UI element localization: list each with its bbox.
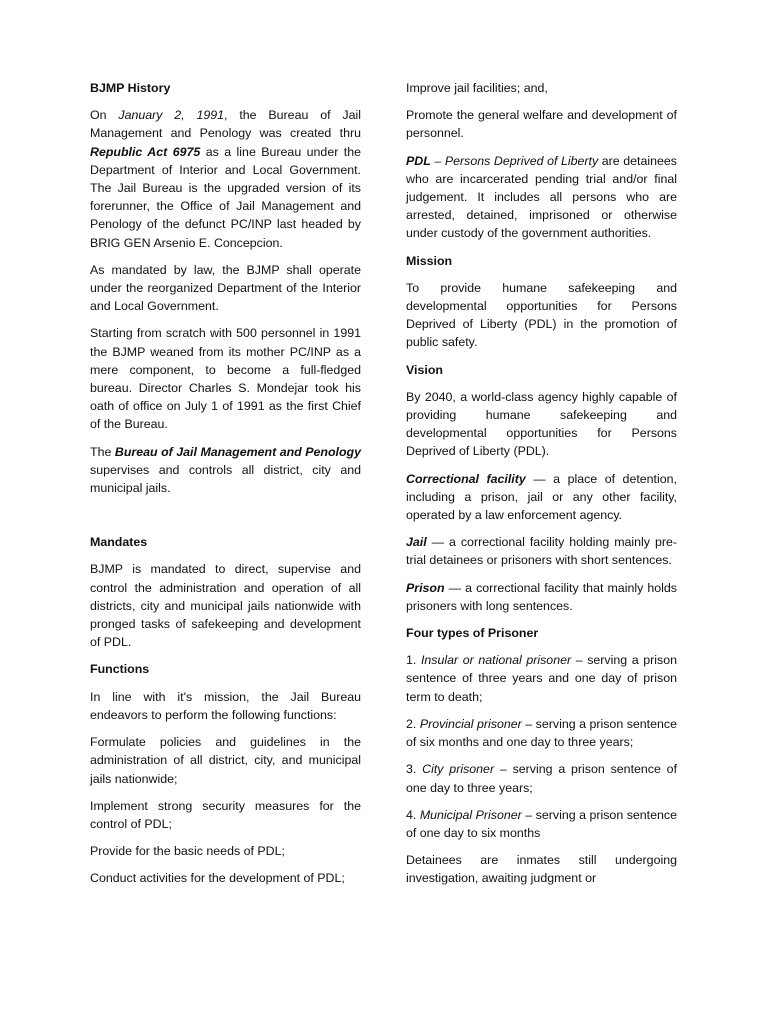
function-item: Provide for the basic needs of PDL; xyxy=(90,844,285,859)
definition-correctional-facility: Correctional facility — a place of detention, including a prison, jail or any other facility, operated by a law enforcement agency. xyxy=(406,471,677,523)
prisoner-type-item: 1. Insular or national prisoner – serving a prison sentence of three years and one day of prison term to death; xyxy=(406,653,677,704)
mission-text: To provide humane safekeeping and developmental opportunities for Persons Deprived of Liberty (PDL) in the promotion of public safety. xyxy=(406,280,677,350)
definition-jail: Jail — a correctional facility holding mainly pre-trial detainees or prisoners with short sentences. xyxy=(406,535,677,568)
prisoner-type-item: 4. Municipal Prisoner – serving a prison sentence of one day to six months xyxy=(406,807,677,840)
mission-heading: Mission xyxy=(406,253,453,268)
right-column xyxy=(406,79,677,888)
function-item: Improve jail facilities; and, xyxy=(406,81,548,95)
left-column xyxy=(90,79,361,897)
pdl-definition: PDL – Persons Deprived of Liberty are detainees who are incarcerated pending trial and/or final judgement. It includes all persons who are arrested, detained, imprisoned or otherwise under custody of the government authorities. xyxy=(406,153,677,241)
detainees-text: Detainees are inmates still undergoing investigation, awaiting judgment or xyxy=(406,853,677,886)
function-item: Promote the general welfare and development of personnel. xyxy=(406,108,677,141)
history-paragraph-3: Starting from scratch with 500 personnel in 1991 the BJMP weaned from its mother PC/INP as a mere component, to become a full-fledged bureau. Director Charles S. Mondejar took his oath of office on July 1 of 1991 as the first Chief of the Bureau. xyxy=(90,326,361,432)
mandates-heading: Mandates xyxy=(90,535,148,550)
history-heading: BJMP History xyxy=(90,81,171,95)
history-paragraph-1: On January 2, 1991, the Bureau of Jail Management and Penology was created thru Republic Act 6975 as a line Bureau under the Department of Interior and Local Government. The Jail Bureau is the upgraded version of its forerunner, the Office of Jail Management and Penology of the defunct PC/INP last headed by BRIG GEN Arsenio E. Concepcion. xyxy=(90,108,361,250)
functions-heading: Functions xyxy=(90,662,150,677)
prisoner-types-heading: Four types of Prisoner xyxy=(406,626,539,641)
prisoner-type-item: 3. City prisoner – serving a prison sentence of one day to three years; xyxy=(406,762,678,795)
definition-prison: Prison — a correctional facility that mainly holds prisoners with long sentences. xyxy=(406,580,677,613)
mandates-text: BJMP is mandated to direct, supervise and control the administration and operation of all districts, city and municipal jails nationwide with pronged tasks of safekeeping and development of PDL. xyxy=(90,562,361,650)
prisoner-type-item: 2. Provincial prisoner – serving a prison sentence of six months and one day to three years; xyxy=(406,716,677,750)
history-paragraph-2: As mandated by law, the BJMP shall operate under the reorganized Department of the Interior and Local Government. xyxy=(90,262,361,314)
function-item: Implement strong security measures for the control of PDL; xyxy=(90,798,361,831)
functions-intro: In line with it's mission, the Jail Bureau endeavors to perform the following functions: xyxy=(90,689,361,722)
function-item: Formulate policies and guidelines in the administration of all district, city, and municipal jails nationwide; xyxy=(90,735,361,786)
vision-text: By 2040, a world-class agency highly capable of providing humane safekeeping and developmental opportunities for Persons Deprived of Liberty (PDL). xyxy=(406,389,677,459)
function-item: Conduct activities for the development of PDL; xyxy=(90,871,345,886)
vision-heading: Vision xyxy=(406,362,443,377)
history-paragraph-4: The Bureau of Jail Management and Penology supervises and controls all district, city and municipal jails. xyxy=(90,444,362,496)
